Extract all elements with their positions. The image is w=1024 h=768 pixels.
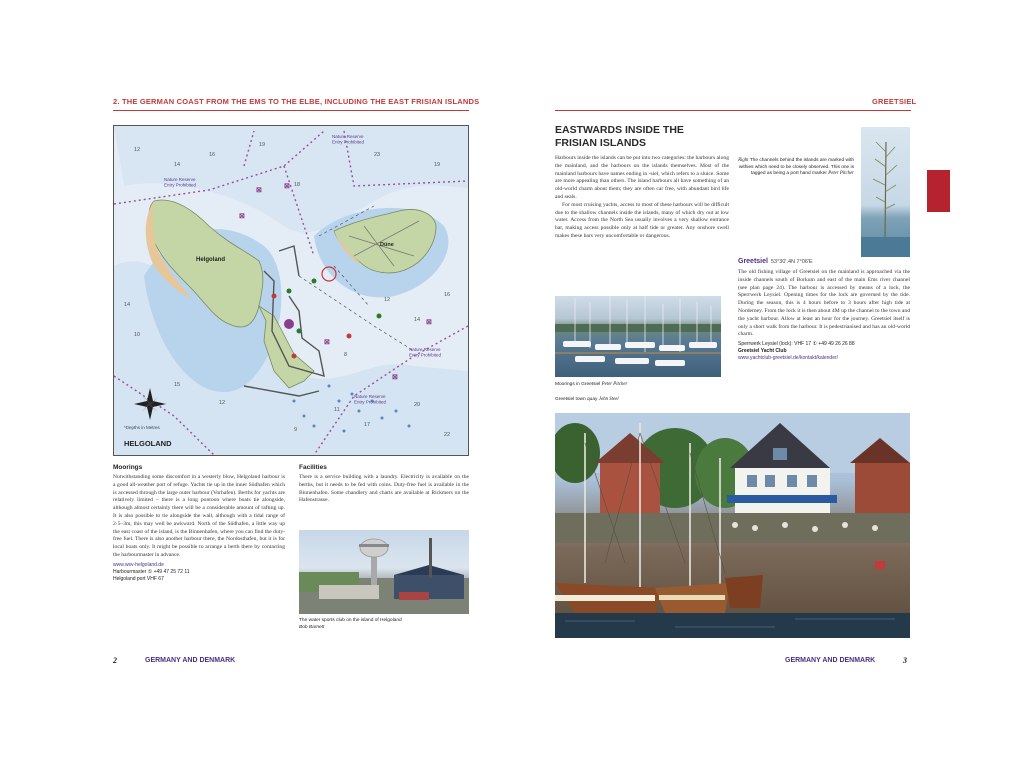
greetsiel-coords: 53°30'.4N 7°06'E — [770, 259, 813, 265]
map-title: HELGOLAND — [124, 439, 172, 448]
right-header-rule — [555, 110, 911, 111]
svg-text:⊠: ⊠ — [392, 374, 398, 381]
harbourmaster-phone: Harbourmaster ① +49 47 25 72 11 — [113, 568, 190, 575]
nature-reserve-label-1: Nature Reserve Entry Prohibited — [332, 134, 365, 145]
nature-reserve-label-3: Nature Reserve Entry Prohibited — [409, 347, 442, 358]
section-thumb-tab — [927, 170, 950, 212]
svg-text:16: 16 — [444, 292, 451, 298]
left-footer-title: GERMANY AND DENMARK — [145, 657, 236, 664]
svg-text:⊠: ⊠ — [324, 339, 330, 346]
svg-text:17: 17 — [364, 422, 371, 428]
greetsiel-body: The old fishing village of Greetsiel on the mainland is approached via the inside channels south of Borkum and east of the main Ems river channel (see plan page 24). The harbour is accessed by means of a lock, the Sperrwerk Leysiel. Opening times for the lock are governed by the tide. During the season, this is 4 hours before to 3 hours after high tide at Norderney. From the lock it is then about 4M up the channel to the town and the yacht harbour. Allow at least an hour for the journey. Greetsiel itself is only a short walk from the harbour. It is pedestrianised and has an old-world charm. — [738, 269, 910, 338]
svg-text:⊠: ⊠ — [239, 213, 245, 220]
withy-caption-lead: Right — [738, 158, 749, 163]
nature-reserve-label-4: Nature Reserve Entry Prohibited — [354, 394, 387, 405]
left-header-rule — [113, 110, 469, 111]
nature-reserve-label-2: Nature Reserve Entry Prohibited — [164, 177, 197, 188]
moorings-heading: Moorings — [113, 464, 143, 471]
greetsiel-heading — [738, 258, 910, 265]
svg-text:15: 15 — [174, 382, 181, 388]
town-credit: John Steel — [598, 397, 619, 402]
water-sports-club-photo — [299, 530, 469, 614]
moorings-body: Notwithstanding some discomfort in a westerly blow, Helgoland harbour is a good all-weather port of refuge. Yachts tie up in the inner Südhafen which is accessed through the large outer harbour (Vorhafen). Berths for yachts are relatively limited – there is a long pontoon where boats tie alongside, although almost certainly there will be a considerable amount of rafting up. It is also possible to tie alongside the wall, although with a tidal range of 2·5–3m, this may well be awkward. North of the Südhafen, a little way up the east coast of the island, is the Binnenhafen, where you can find the duty-free fuel. There is also another harbour there, the Nordosthafen, but it is for local boats only. It might be possible to arrange a berth there by contacting the harbourmaster in advance. — [113, 474, 285, 558]
eastwards-title-line1: EASTWARDS INSIDE THE — [555, 124, 684, 136]
withy-caption-text: The channels behind the islands are marked with withies which need to be closely observed. This one is tagged as being a port hand marker — [738, 158, 854, 176]
helgoland-chart — [113, 125, 469, 456]
greetsiel-marina-photo — [555, 296, 721, 377]
svg-text:8: 8 — [344, 352, 348, 358]
greetsiel-lock-vhf: Sperrwerk Leysiel (lock): VHF 17 ① +49 49 26 26 88 — [738, 341, 855, 348]
town-caption — [555, 397, 721, 404]
depths-note: *Depths in Metres — [124, 425, 160, 430]
svg-text:⊠: ⊠ — [426, 319, 432, 326]
greetsiel-section — [738, 258, 910, 362]
helgoland-vhf: Helgoland port VHF 67 — [113, 575, 164, 582]
facilities-body: There is a service building with a laundry. Electricity is available on the berths, but it needs to be fed with coins. Duty-free fuel is available in the Binnenhafen. Some chandlery and charts are available at Rickmers on the Hafenstrasse. — [299, 474, 469, 504]
helgoland-chart-graphic — [114, 126, 468, 455]
svg-text:23: 23 — [374, 152, 381, 158]
svg-text:19: 19 — [259, 142, 266, 148]
facilities-section — [299, 464, 469, 505]
right-page-number: 3 — [903, 656, 907, 665]
svg-text:12: 12 — [134, 147, 141, 153]
svg-text:22: 22 — [444, 432, 451, 438]
water-sports-caption-text: The water sports club on the island of Helgoland — [299, 618, 402, 623]
dune-island-label: Düne — [380, 242, 394, 248]
svg-text:10: 10 — [134, 332, 141, 338]
svg-text:20: 20 — [414, 402, 421, 408]
left-running-head: 2. THE GERMAN COAST FROM THE EMS TO THE ELBE, INCLUDING THE EAST FRISIAN ISLANDS — [113, 97, 480, 106]
greetsiel-town-quay-photo — [555, 413, 910, 638]
svg-text:14: 14 — [414, 317, 421, 323]
svg-text:19: 19 — [434, 162, 441, 168]
withy-photo — [861, 127, 910, 257]
moorings-website-link[interactable]: www.wsv-helgoland.de — [113, 561, 164, 568]
marina-credit: Peter Pitcher — [601, 382, 628, 387]
facilities-heading: Facilities — [299, 464, 327, 471]
water-sports-credit: Bob Barnett — [299, 624, 325, 630]
svg-text:16: 16 — [209, 152, 216, 158]
greetsiel-yacht-club: Greetsiel Yacht Club — [738, 348, 787, 355]
svg-text:12: 12 — [384, 297, 391, 303]
withy-caption — [738, 158, 854, 178]
water-sports-caption — [299, 618, 469, 631]
svg-text:12: 12 — [219, 400, 226, 406]
right-footer-title: GERMANY AND DENMARK — [785, 657, 876, 664]
left-page-number: 2 — [113, 656, 117, 665]
greetsiel-name: Greetsiel — [738, 258, 768, 265]
marina-caption — [555, 382, 721, 389]
marina-caption-text: Moorings in Greetsiel — [555, 382, 601, 387]
moorings-section — [113, 464, 285, 583]
eastwards-section — [555, 124, 729, 241]
right-running-head: GREETSIEL — [872, 97, 917, 106]
withy-credit: Peter Pitcher — [828, 171, 854, 176]
svg-text:⊠: ⊠ — [284, 183, 290, 190]
eastwards-para2: For most cruising yachts, access to most of these harbours will be difficult due to the shallow channels inside the islands, many of which dry out at low water. Access from the North Sea usually involves a very shallow entrance bar, making access possible only at half tide or greater. Any onshore swell makes these bars very uncomfortable or dangerous. — [555, 201, 729, 239]
svg-text:9: 9 — [294, 427, 298, 433]
svg-text:11: 11 — [334, 407, 340, 413]
eastwards-title-line2: FRISIAN ISLANDS — [555, 137, 647, 149]
town-caption-text: Greetsiel town quay — [555, 397, 598, 402]
harbour-marker — [284, 319, 294, 329]
svg-text:18: 18 — [294, 182, 301, 188]
eastwards-para1: Harbours inside the islands can be put into two categories: the harbours along the mainland, and the harbours on the islands themselves. Most of the mainland harbours have names ending in -siel, which refers to a sluice. Some are more appealing than others. The island harbours all have something of an old-world charm about them; they are often car free, with abundant bird life and seals. — [555, 155, 729, 200]
svg-text:14: 14 — [174, 162, 181, 168]
svg-text:⊠: ⊠ — [256, 187, 262, 194]
svg-text:14: 14 — [124, 302, 131, 308]
helgoland-island-label: Helgoland — [196, 257, 226, 263]
greetsiel-club-link[interactable]: www.yachtclub-greetsiel.de/kontakt/kalender/ — [738, 355, 839, 362]
